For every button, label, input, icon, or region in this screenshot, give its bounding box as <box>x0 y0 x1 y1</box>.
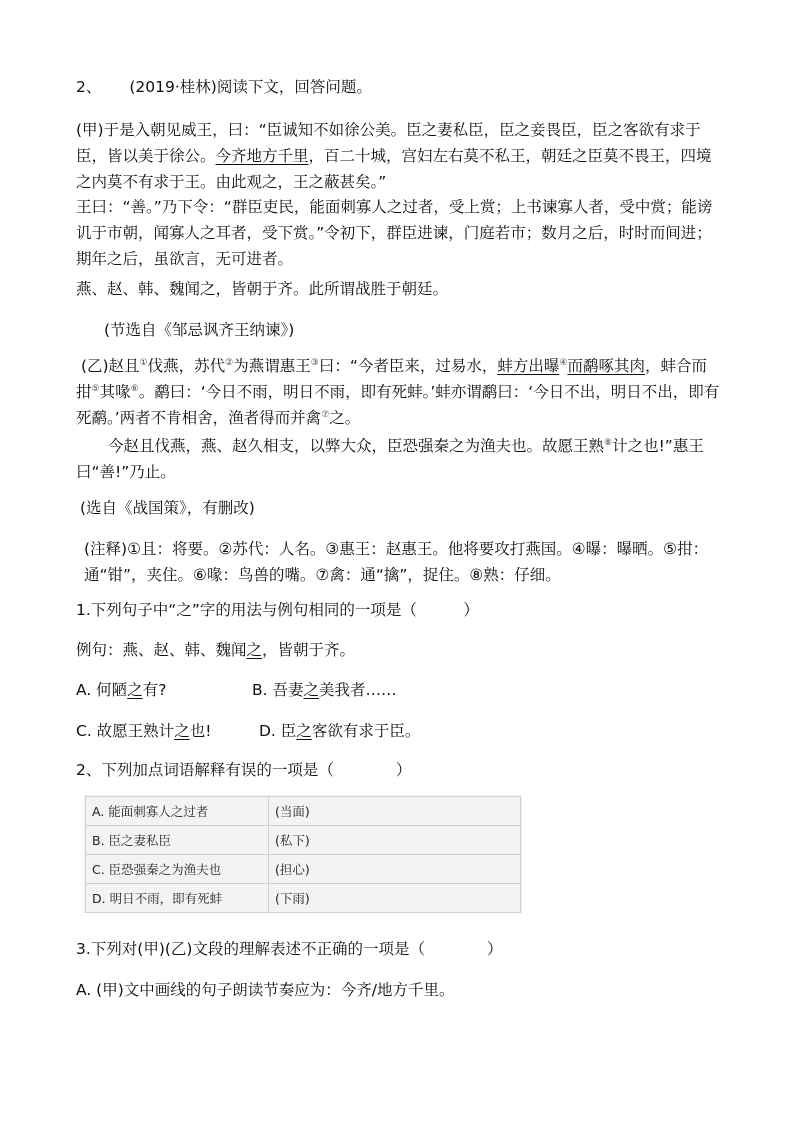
table-row <box>86 826 521 855</box>
table-cell-meaning: (担心) <box>269 855 521 884</box>
text: 有? <box>142 681 167 699</box>
text: ，百二十城，宫妇左右莫不私王，朝廷之臣莫不畏王，四境之内莫不有求于王。由此观之，王之蔽甚矣。” <box>76 147 712 191</box>
underlined-char: 之 <box>303 681 320 699</box>
footnote-mark: ⑥ <box>130 383 139 394</box>
text: ，蚌合而拑 <box>76 357 707 401</box>
footnote-mark: ⑤ <box>91 383 100 394</box>
q1-option-d <box>259 718 559 744</box>
underlined-char: 之 <box>246 641 263 659</box>
text: 客欲有求于臣。 <box>311 722 421 740</box>
underlined-char: 之 <box>296 722 312 740</box>
text: 。鹬曰：‘今日不雨，明日不雨，即有死蚌。’蚌亦谓鹬曰：‘今日不出，明日不出，即有死鹬。’两者不肯相舍，渔者得而并禽 <box>76 383 720 427</box>
text: 之。 <box>329 409 361 427</box>
passage-yi-source: (选自《战国策》，有删改) <box>80 499 255 517</box>
text: B. 吾妻 <box>252 681 304 699</box>
q2-options-table <box>85 796 521 913</box>
q1-option-c <box>76 718 276 744</box>
footnote-mark: ① <box>139 357 148 368</box>
text: 曰：“今者臣来，过易水， <box>318 357 498 375</box>
table-cell-meaning: (当面) <box>269 797 521 826</box>
footnote-mark: ⑧ <box>604 437 613 448</box>
footnote-mark: ③ <box>310 357 319 368</box>
underlined-char: 之 <box>174 722 190 740</box>
passage-jia-p2: 王曰：“善。”乃下令：“群臣吏民，能面刺寡人之过者，受上赏；上书谏寡人者，受中赏；能谤讥于市朝，闻寡人之耳者，受下赏。”令初下，群臣进谏，门庭若市；数月之后，时时而间进；期年之后，虽欲言，无可进者。 <box>76 198 713 268</box>
table-cell-meaning: (私下) <box>269 826 521 855</box>
text: C. 故愿王熟计 <box>76 722 175 740</box>
underlined-text: 而鹬啄其肉 <box>567 357 645 375</box>
underlined-text: 蚌方出曝 <box>497 357 560 375</box>
passage-jia-p1 <box>76 117 721 195</box>
text: 计之也!”惠王曰“善!”乃止。 <box>76 437 704 481</box>
table-cell-sentence: D. 明日不雨，即有死蚌 <box>86 884 269 913</box>
text: A. 何陋 <box>76 681 128 699</box>
passage-yi-p2 <box>76 433 721 485</box>
footnote-mark: ④ <box>559 357 568 368</box>
table-row <box>86 855 521 884</box>
q2-stem: 2、下列加点词语解释有误的一项是（ ） <box>76 761 412 779</box>
q1-option-b <box>252 677 552 703</box>
q3-stem: 3.下列对(甲)(乙)文段的理解表述不正确的一项是（ ） <box>76 940 503 958</box>
text: D. 臣 <box>259 722 297 740</box>
text: 伐燕，苏代 <box>147 357 226 375</box>
question-number: 2、 <box>76 78 102 96</box>
table-row <box>86 884 521 913</box>
footnote-mark: ② <box>225 357 234 368</box>
question-source: (2019·桂林)阅读下文，回答问题。 <box>129 78 372 96</box>
question-header <box>76 74 721 100</box>
passage-yi-p1 <box>76 353 721 431</box>
text: ，皆朝于齐。 <box>262 641 356 659</box>
table-cell-sentence: B. 臣之妻私臣 <box>86 826 269 855</box>
underlined-char: 之 <box>127 681 143 699</box>
annotations: (注释)①且：将要。②苏代：人名。③惠王：赵惠王。他将要攻打燕国。④曝：曝晒。⑤拑：通“钳”，夹住。⑥喙：鸟兽的嘴。⑦禽：通“擒”，捉住。⑧熟：仔细。 <box>84 540 709 584</box>
table-cell-sentence: C. 臣恐强秦之为渔夫也 <box>86 855 269 884</box>
text: 美我者…… <box>319 681 397 699</box>
underlined-sentence: 今齐地方千里 <box>215 147 309 165</box>
q1-example <box>76 637 721 663</box>
passage-jia-source: (节选自《邹忌讽齐王纳谏》) <box>104 321 295 339</box>
q1-stem: 1.下列句子中“之”字的用法与例句相同的一项是（ ） <box>76 601 479 619</box>
table-cell-meaning: (下雨) <box>269 884 521 913</box>
text: 其喙 <box>99 383 131 401</box>
q1-option-a <box>76 677 276 703</box>
q3-option-a: A. (甲)文中画线的句子朗读节奏应为：今齐/地方千里。 <box>76 981 455 999</box>
text: (乙)赵且 <box>80 357 140 375</box>
text: 也! <box>189 722 212 740</box>
text: 为燕谓惠王 <box>233 357 311 375</box>
text: (甲)于是入朝见威王，曰：“臣诚知不如徐公美。臣之妻私臣，臣之妾畏臣，臣之客欲有求于臣，皆以美于徐公。 <box>76 121 701 165</box>
table-cell-sentence: A. 能面刺寡人之过者 <box>86 797 269 826</box>
table-row <box>86 797 521 826</box>
text: 今赵且伐燕，燕、赵久相支，以弊大众，臣恐强秦之为渔夫也。故愿王熟 <box>108 437 605 455</box>
footnote-mark: ⑦ <box>321 409 330 420</box>
passage-jia-p3: 燕、赵、韩、魏闻之，皆朝于齐。此所谓战胜于朝廷。 <box>76 280 449 298</box>
text: 例句：燕、赵、韩、魏闻 <box>76 641 247 659</box>
